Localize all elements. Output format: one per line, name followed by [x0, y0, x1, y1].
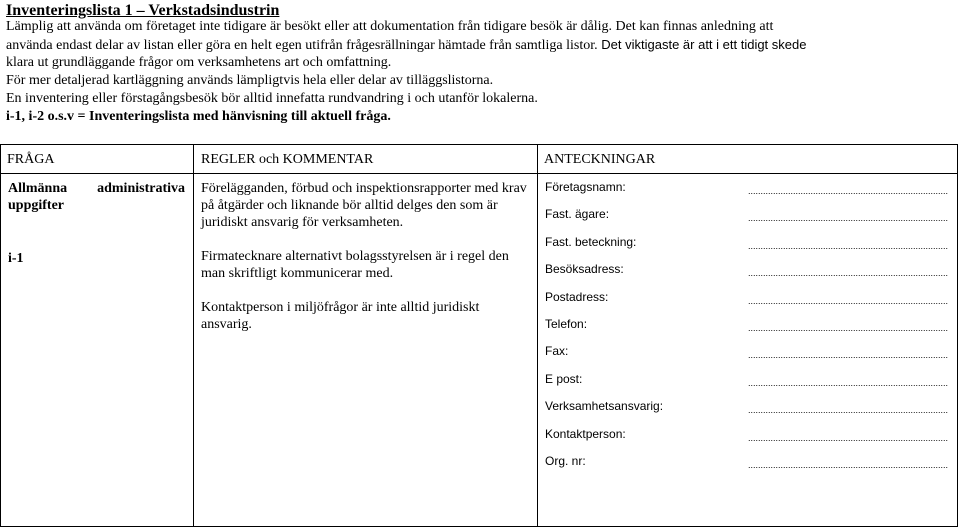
field-label: Fast. ägare:	[545, 207, 610, 221]
field-fill-line[interactable]: ................................................................................	[747, 433, 948, 443]
field-label: Fast. beteckning:	[545, 235, 637, 249]
intro-line: För mer detaljerad kartläggning används lämpligtvis hela eller delar av tilläggslistorna.	[6, 73, 494, 89]
comment-cell	[201, 180, 531, 333]
form-field[interactable]	[545, 454, 950, 481]
table-border-right	[957, 144, 958, 527]
form-field[interactable]	[545, 399, 950, 426]
form-field[interactable]	[545, 344, 950, 371]
intro-line-part: använda endast delar av listan eller göra en helt egen utifrån frågesrällningar hämtade från samtliga listor.	[6, 37, 598, 53]
field-fill-line[interactable]: ................................................................................	[747, 296, 948, 306]
form-field[interactable]	[545, 262, 950, 289]
field-fill-line[interactable]: ................................................................................	[747, 323, 948, 333]
field-fill-line[interactable]: ................................................................................	[747, 378, 948, 388]
form-field[interactable]	[545, 235, 950, 262]
field-label: E post:	[545, 372, 583, 386]
field-fill-line[interactable]: ................................................................................	[747, 405, 948, 415]
header-question: FRÅGA	[7, 152, 55, 167]
field-label: Fax:	[545, 344, 569, 358]
field-fill-line[interactable]: ................................................................................	[747, 350, 948, 360]
field-label: Postadress:	[545, 290, 609, 304]
form-field[interactable]	[545, 317, 950, 344]
form-field[interactable]	[545, 290, 950, 317]
table-header-divider	[0, 173, 958, 174]
table-border-top	[0, 144, 958, 145]
field-label: Kontaktperson:	[545, 427, 626, 441]
intro-line: Lämplig att använda om företaget inte tidigare är besökt eller att dokumentation från tidigare besök är dålig. Det kan finnas anledning att	[6, 19, 774, 34]
form-field[interactable]	[545, 207, 950, 234]
field-label: Företagsnamn:	[545, 180, 626, 194]
table-column-divider	[193, 144, 194, 527]
field-fill-line[interactable]: ................................................................................	[747, 186, 948, 196]
form-field[interactable]	[545, 372, 950, 399]
form-field[interactable]	[545, 427, 950, 454]
comment-paragraph: Kontaktperson i miljöfrågor är inte alltid juridiskt ansvarig.	[201, 300, 480, 332]
field-fill-line[interactable]: ................................................................................	[747, 460, 948, 470]
comment-paragraph: Firmatecknare alternativt bolagsstyrelsen är i regel den man skriftligt kommunicerar med.	[201, 249, 509, 281]
field-label: Org. nr:	[545, 454, 586, 468]
table-border-bottom	[0, 526, 958, 527]
intro-line: klara ut grundläggande frågor om verksamhetens art och omfattning.	[6, 55, 392, 71]
table-border-left	[0, 144, 1, 527]
intro-line	[6, 36, 956, 55]
question-ref: i-1	[8, 251, 24, 266]
document-title: Inventeringslista 1 – Verkstadsindustrin	[6, 2, 280, 19]
intro-legend: i-1, i-2 o.s.v = Inventeringslista med hänvisning till aktuell fråga.	[6, 108, 391, 124]
question-cell	[8, 180, 188, 267]
field-label: Besöksadress:	[545, 262, 624, 276]
field-fill-line[interactable]: ................................................................................	[747, 213, 948, 223]
comment-paragraph: Förelägganden, förbud och inspektionsrapporter med krav på åtgärder och liknande bör alltid delges den som är juridiskt ansvarig för verksamheten.	[201, 181, 527, 230]
form-field[interactable]	[545, 180, 950, 207]
header-notes: ANTECKNINGAR	[544, 152, 656, 167]
intro-line: En inventering eller förstagångsbesök bör alltid innefatta rundvandring i och utanför lokalerna.	[6, 90, 538, 106]
section-heading: uppgifter	[8, 198, 64, 213]
field-label: Telefon:	[545, 317, 588, 331]
field-fill-line[interactable]: ................................................................................	[747, 241, 948, 251]
header-rules-comment: REGLER och KOMMENTAR	[201, 152, 374, 167]
intro-text	[6, 18, 956, 125]
intro-line-part: Det viktigaste är att i ett tidigt skede	[597, 36, 807, 52]
section-heading: Allmänna administrativa	[8, 181, 185, 196]
field-fill-line[interactable]: ................................................................................	[747, 268, 948, 278]
table-column-divider	[537, 144, 538, 527]
inventory-table	[0, 144, 958, 527]
field-label: Verksamhetsansvarig:	[545, 399, 664, 413]
